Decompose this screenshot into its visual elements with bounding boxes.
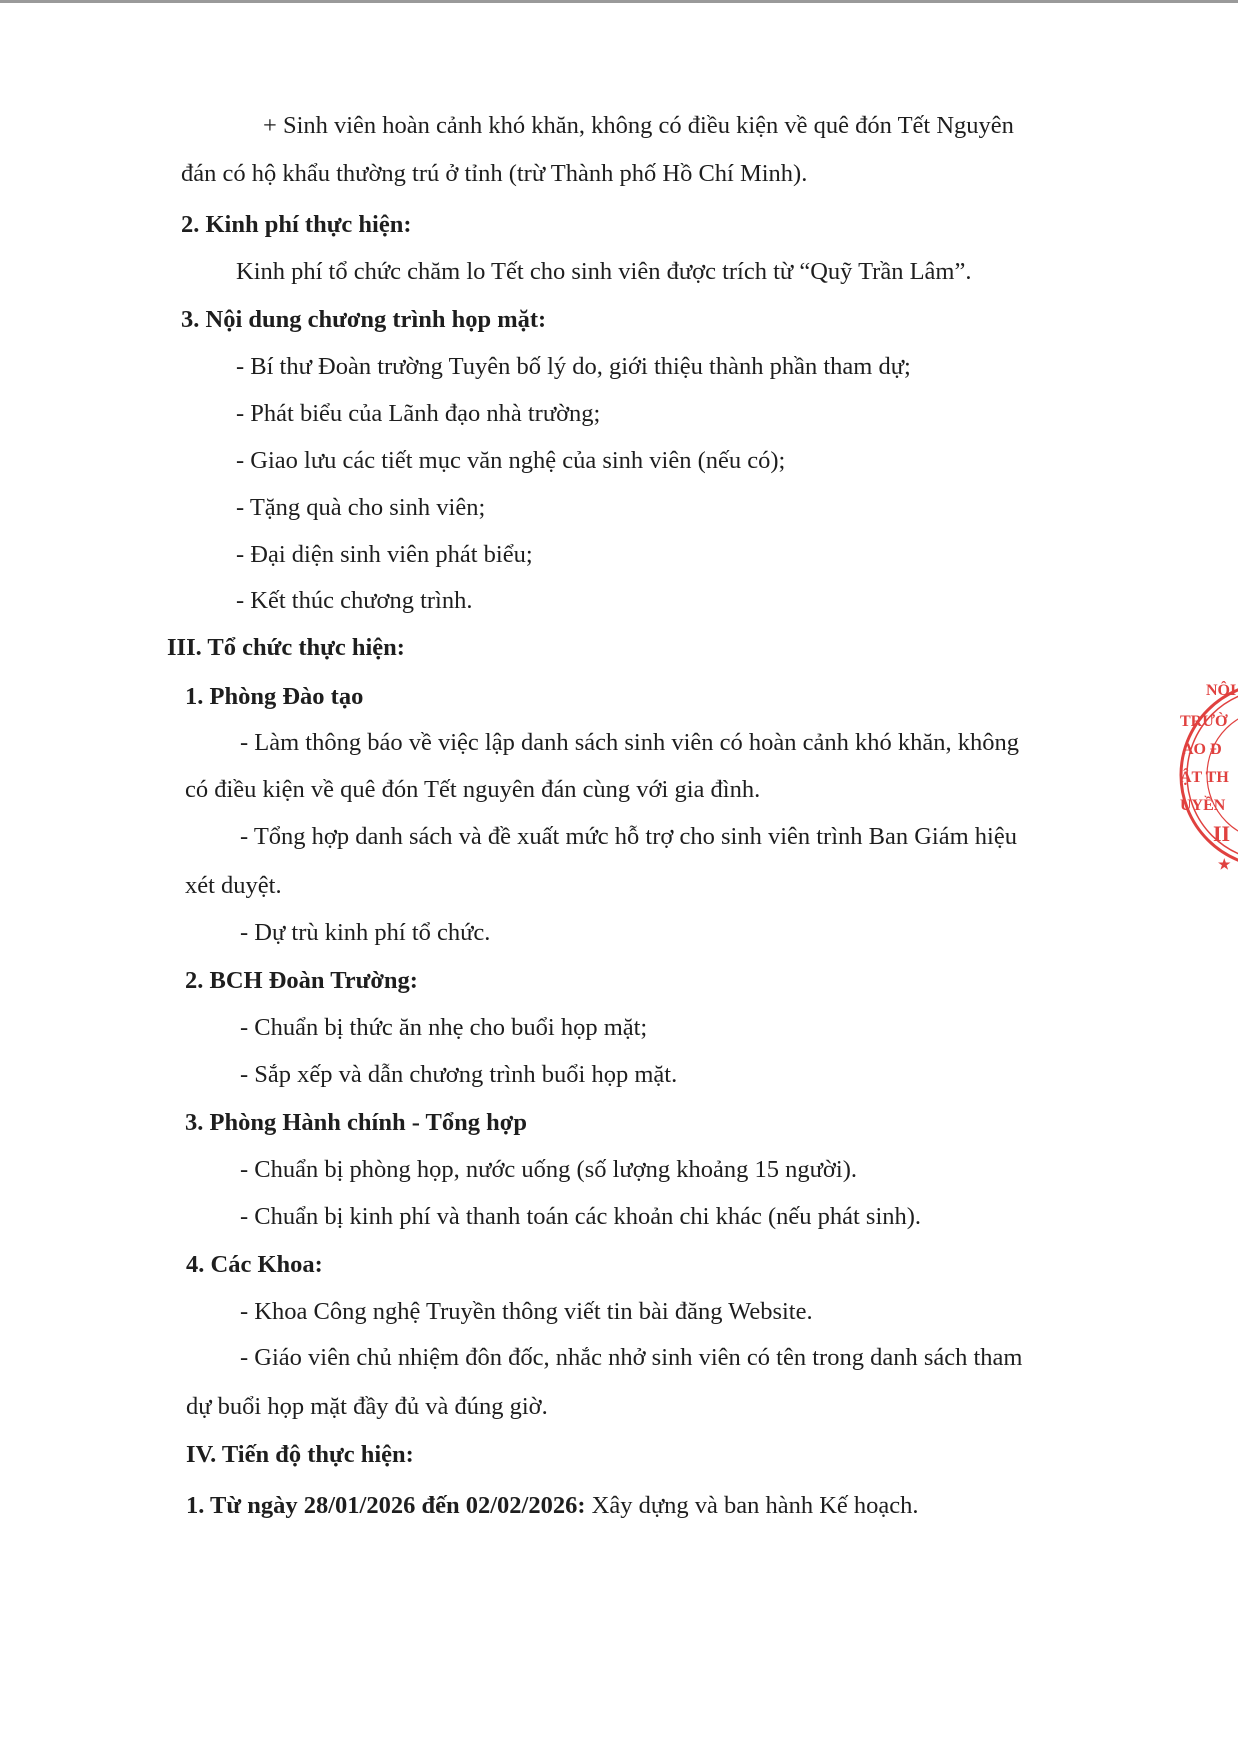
- subsection-heading: 3. Phòng Hành chính - Tổng hợp: [185, 1109, 527, 1136]
- list-item: - Kết thúc chương trình.: [236, 587, 473, 614]
- list-item: - Bí thư Đoàn trường Tuyên bố lý do, giới thiệu thành phần tham dự;: [236, 353, 911, 380]
- list-item: - Giáo viên chủ nhiệm đôn đốc, nhắc nhở sinh viên có tên trong danh sách tham: [240, 1344, 1023, 1371]
- subsection-heading: 4. Các Khoa:: [186, 1251, 323, 1278]
- section-heading: IV. Tiến độ thực hiện:: [186, 1441, 414, 1468]
- schedule-task: Xây dựng và ban hành Kế hoạch.: [585, 1492, 919, 1519]
- list-item: - Chuẩn bị thức ăn nhẹ cho buổi họp mặt;: [240, 1014, 648, 1041]
- list-item: - Làm thông báo về việc lập danh sách sinh viên có hoàn cảnh khó khăn, không: [240, 729, 1020, 756]
- list-item: - Tặng quà cho sinh viên;: [236, 494, 486, 521]
- paragraph-line: + Sinh viên hoàn cảnh khó khăn, không có điều kiện về quê đón Tết Nguyên: [263, 112, 1014, 139]
- star-icon: ★: [1218, 858, 1231, 873]
- schedule-date-range: 1. Từ ngày 28/01/2026 đến 02/02/2026:: [186, 1492, 586, 1519]
- subsection-heading: 1. Phòng Đào tạo: [185, 683, 364, 710]
- section-heading: 2. Kinh phí thực hiện:: [181, 211, 412, 238]
- list-item: - Giao lưu các tiết mục văn nghệ của sinh viên (nếu có);: [236, 447, 786, 474]
- paragraph-line: dự buổi họp mặt đầy đủ và đúng giờ.: [186, 1393, 548, 1420]
- list-item: - Phát biểu của Lãnh đạo nhà trường;: [236, 400, 601, 427]
- seal-text: TRƯỜ: [1180, 713, 1228, 730]
- list-item: - Chuẩn bị kinh phí và thanh toán các khoản chi khác (nếu phát sinh).: [240, 1203, 922, 1230]
- list-item: - Sắp xếp và dẫn chương trình buổi họp mặt.: [240, 1061, 678, 1088]
- list-item: - Dự trù kinh phí tổ chức.: [240, 919, 491, 946]
- list-item: - Đại diện sinh viên phát biểu;: [236, 541, 533, 568]
- section-heading: 3. Nội dung chương trình họp mặt:: [181, 306, 547, 333]
- official-seal: [1178, 665, 1238, 895]
- seal-text: NỘI: [1206, 682, 1237, 699]
- seal-text: ẬT TH: [1180, 769, 1229, 786]
- paragraph-line: có điều kiện về quê đón Tết nguyên đán cùng với gia đình.: [185, 776, 761, 803]
- schedule-item: [186, 1491, 919, 1521]
- paragraph-line: xét duyệt.: [185, 872, 282, 899]
- paragraph-line: Kinh phí tổ chức chăm lo Tết cho sinh viên được trích từ “Quỹ Trần Lâm”.: [236, 258, 972, 285]
- list-item: - Tổng hợp danh sách và đề xuất mức hỗ trợ cho sinh viên trình Ban Giám hiệu: [240, 823, 1017, 850]
- section-heading: III. Tổ chức thực hiện:: [167, 634, 405, 661]
- paragraph-line: đán có hộ khẩu thường trú ở tỉnh (trừ Thành phố Hồ Chí Minh).: [181, 160, 808, 187]
- seal-text: AO Đ: [1182, 741, 1222, 758]
- seal-text: II: [1213, 821, 1231, 846]
- list-item: - Chuẩn bị phòng họp, nước uống (số lượng khoảng 15 người).: [240, 1156, 857, 1183]
- subsection-heading: 2. BCH Đoàn Trường:: [185, 967, 418, 994]
- scan-top-edge: [0, 0, 1238, 3]
- seal-text: UYỀN: [1180, 797, 1226, 814]
- list-item: - Khoa Công nghệ Truyền thông viết tin bài đăng Website.: [240, 1298, 813, 1325]
